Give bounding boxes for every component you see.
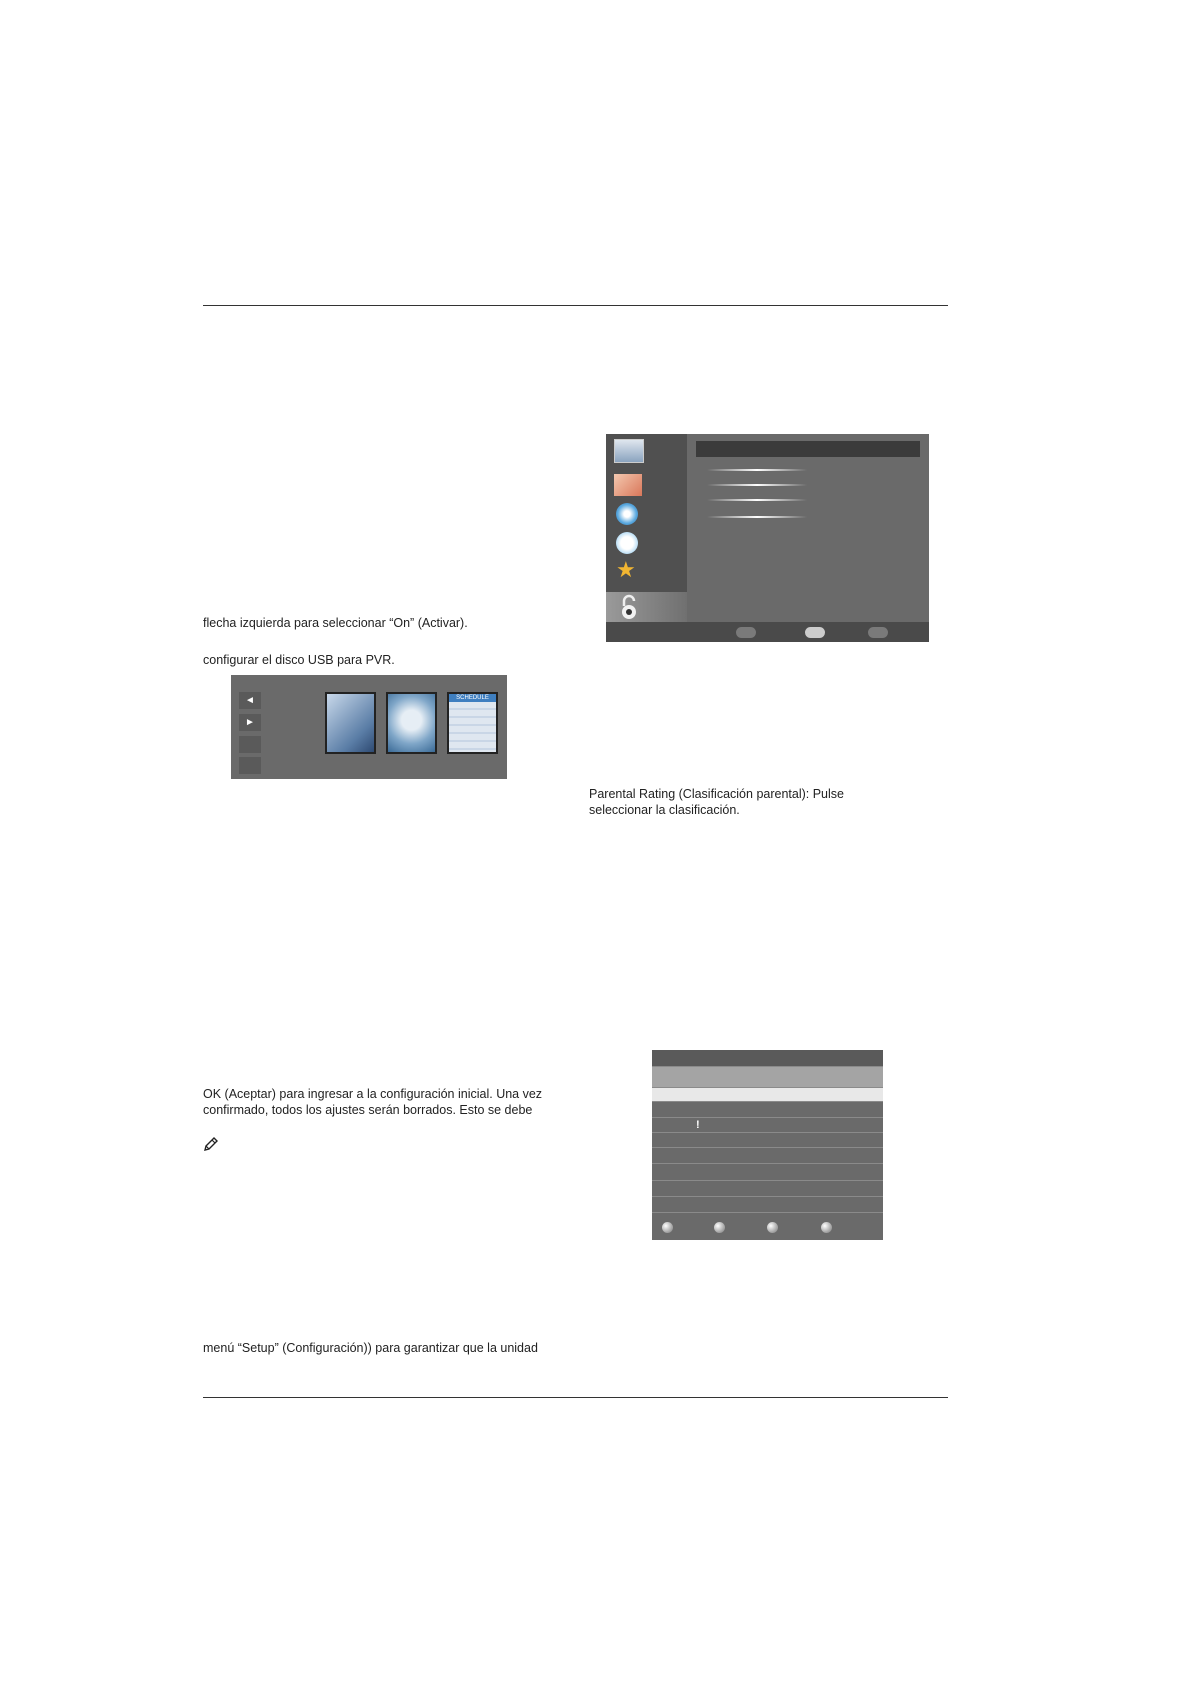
setup-row-3[interactable] xyxy=(652,1102,883,1118)
paragraph-left-2: configurar el disco USB para PVR. xyxy=(203,653,395,667)
favorite-star-icon: ★ xyxy=(616,557,636,582)
color-button-blue[interactable] xyxy=(821,1222,832,1233)
nav-button-3[interactable] xyxy=(239,736,261,753)
schedule-icon[interactable] xyxy=(447,692,498,754)
setup-row-6[interactable] xyxy=(652,1148,883,1164)
paragraph-right-1: Parental Rating (Clasificación parental): Pulse xyxy=(589,787,844,801)
setup-title-bar xyxy=(652,1050,883,1067)
lock-menu-screenshot xyxy=(606,434,929,642)
paragraph-left-4: confirmado, todos los ajustes serán borrados. Esto se debe xyxy=(203,1103,533,1117)
lock-icon xyxy=(618,594,640,620)
paragraph-left-1: flecha izquierda para seleccionar “On” (Activar). xyxy=(203,616,468,630)
option-line-3[interactable] xyxy=(707,499,807,501)
setup-row-9[interactable] xyxy=(652,1197,883,1213)
paragraph-right-2: seleccionar la clasificación. xyxy=(589,803,740,817)
picture-menu-icon xyxy=(614,439,644,463)
sound-menu-icon xyxy=(616,503,638,525)
paragraph-left-3: OK (Aceptar) para ingresar a la configuración inicial. Una vez xyxy=(203,1087,543,1101)
color-button-green[interactable] xyxy=(714,1222,725,1233)
setup-row-4[interactable] xyxy=(652,1118,883,1133)
setup-row-2[interactable] xyxy=(652,1088,883,1102)
photo-menu-icon xyxy=(614,474,642,496)
footer-button-3[interactable] xyxy=(868,627,888,638)
nav-button-4[interactable] xyxy=(239,757,261,774)
setup-row-7[interactable] xyxy=(652,1164,883,1181)
footer-button-1[interactable] xyxy=(736,627,756,638)
top-rule xyxy=(203,305,948,306)
setup-row-5[interactable] xyxy=(652,1133,883,1148)
usb-disk-setup-icon[interactable] xyxy=(386,692,437,754)
setup-row-8[interactable] xyxy=(652,1181,883,1197)
schedule-banner: SCHEDULE xyxy=(449,694,496,702)
nav-left-button[interactable]: ◄ xyxy=(239,692,261,709)
pvr-screenshot xyxy=(231,675,507,779)
lock-menu-selected[interactable] xyxy=(606,592,687,622)
highlighted-option[interactable] xyxy=(696,441,920,457)
option-line-1[interactable] xyxy=(707,469,807,471)
setup-list-screenshot xyxy=(652,1050,883,1240)
option-line-4[interactable] xyxy=(707,516,807,518)
menu-sidebar xyxy=(606,434,687,622)
footer-button-2[interactable] xyxy=(805,627,825,638)
pencil-icon xyxy=(203,1136,219,1152)
paragraph-left-5: menú “Setup” (Configuración)) para garantizar que la unidad xyxy=(203,1341,538,1355)
option-line-2[interactable] xyxy=(707,484,807,486)
color-button-red[interactable] xyxy=(662,1222,673,1233)
bottom-rule xyxy=(203,1397,948,1398)
setup-row-1[interactable] xyxy=(652,1067,883,1088)
warning-mark: ! xyxy=(696,1119,700,1131)
clock-menu-icon xyxy=(616,532,638,554)
recorded-files-icon[interactable] xyxy=(325,692,376,754)
nav-right-button[interactable]: ► xyxy=(239,714,261,731)
lock-menu-options xyxy=(687,434,929,622)
color-button-yellow[interactable] xyxy=(767,1222,778,1233)
